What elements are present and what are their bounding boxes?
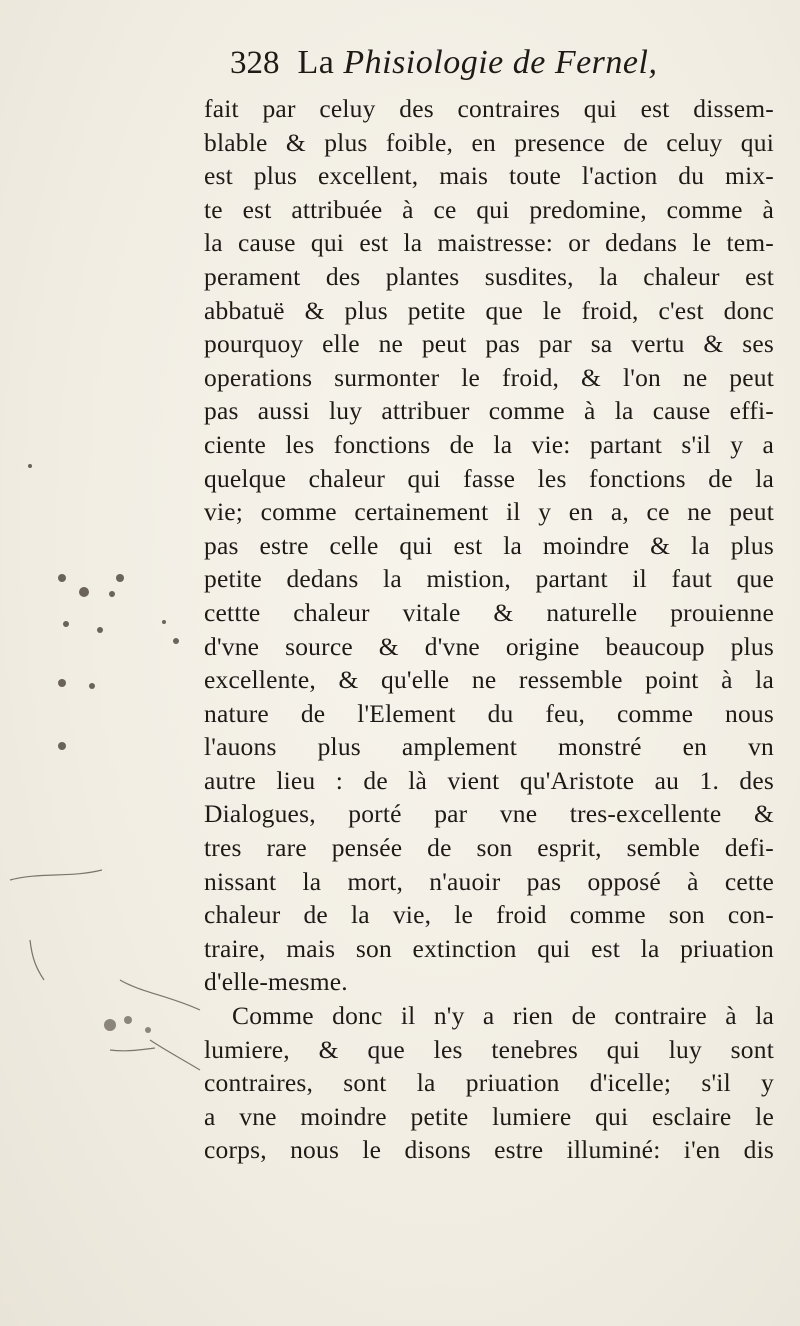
text-line: contraires, sont la priuation d'icelle; s'il y [204,1068,774,1098]
text-line: blable & plus foible, en presence de celuy qui [204,127,774,157]
text-line: autre lieu : de là vient qu'Aristote au 1. des [204,765,774,795]
text-line: traire, mais son extinction qui est la priuation [204,933,774,963]
text-line: la cause qui est la maistresse: or dedans le tem- [204,228,774,258]
running-head-lead: La [297,44,335,81]
text-line: nature de l'Element du feu, comme nous [204,698,774,728]
text-line: operations surmonter le froid, & l'on ne peut [204,362,774,392]
running-head [298,44,658,82]
text-line: vie; comme certainement il y en a, ce ne peut [204,497,774,527]
text-line: petite dedans la mistion, partant il faut que [204,564,774,594]
running-head-title: Phisiologie de Fernel, [343,44,658,81]
text-line: d'elle-mesme. [204,967,348,997]
text-line: cettte chaleur vitale & naturelle prouienne [204,597,774,627]
text-line: perament des plantes susdites, la chaleur est [204,261,774,291]
text-line: Dialogues, porté par vne tres-excellente & [204,799,774,829]
text-line: pas aussi luy attribuer comme à la cause effi- [204,396,774,426]
text-line: quelque chaleur qui fasse les fonctions de la [204,463,774,493]
text-line: a vne moindre petite lumiere qui esclaire le [204,1101,774,1131]
text-line: d'vne source & d'vne origine beaucoup plus [204,631,774,661]
text-line: nissant la mort, n'auoir pas opposé à cette [204,866,774,896]
text-line: excellente, & qu'elle ne ressemble point à la [204,665,774,695]
text-line: tres rare pensée de son esprit, semble defi- [204,833,774,863]
page-number: 328 [230,45,280,81]
text-line: lumiere, & que les tenebres qui luy sont [204,1034,774,1064]
page-header [230,44,657,94]
text-line: chaleur de la vie, le froid comme son con- [204,900,774,930]
text-line: pas estre celle qui est la moindre & la plus [204,530,774,560]
text-line: est plus excellent, mais toute l'action du mix- [204,161,774,191]
text-line: Comme donc il n'y a rien de contraire à la [232,1001,774,1031]
text-line: abbatuë & plus petite que le froid, c'est donc [204,295,774,325]
text-line: pourquoy elle ne peut pas par sa vertu & ses [204,329,774,359]
text-line: ciente les fonctions de la vie: partant s'il y a [204,429,774,459]
body-text [204,92,774,1167]
text-line: corps, nous le disons estre illuminé: i'en dis [204,1135,774,1165]
text-line: te est attribuée à ce qui predomine, comme à [204,194,774,224]
text-line: l'auons plus amplement monstré en vn [204,732,774,762]
text-line: fait par celuy des contraires qui est dissem- [204,94,774,123]
